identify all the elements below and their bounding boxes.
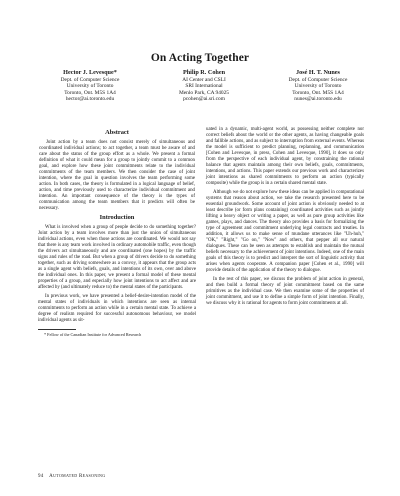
introduction-heading: Introduction bbox=[99, 214, 135, 222]
author-affiliation-line: Dept. of Computer Science bbox=[288, 76, 348, 83]
author-nunes bbox=[264, 70, 372, 103]
footnote-rule bbox=[38, 329, 76, 330]
running-head-text: Automated Reasoning bbox=[49, 474, 106, 479]
author-name: Hector J. Levesque* bbox=[63, 69, 117, 76]
author-affiliation-line: Dept. of Computer Science bbox=[60, 76, 120, 83]
left-column bbox=[38, 127, 196, 337]
running-footer bbox=[38, 473, 105, 479]
abstract-heading: Abstract bbox=[105, 129, 129, 136]
author-email: nunes@ai.toronto.edu bbox=[294, 96, 342, 103]
author-address-line: Toronto, Ont. M5S 1A4 bbox=[292, 89, 344, 96]
author-affiliation-line: AI Center and CSLI bbox=[182, 76, 226, 83]
body-paragraph: Although we do not explore how these ideas can be applied in computational systems that reason about action, we take the research presented here to be essential groundwork. Some account of joint action is obviously needed to at least describe (or form plans containing) coordinated activities such as jointly lifting a heavy object or writing a paper, as well as pure group activities like games, plays, and dances. The theory also provides a basis for formalizing the type of agreement and commitment underlying legal contracts and treaties. In addition, it allows us to make sense of mundane utterances like "Uh-huh," "OK," "Right," "Go on," "Now" and others, that pepper all our natural dialogues. These can be seen as attempts to establish and maintain the mutual beliefs necessary to the achievement of joint intentions. Indeed, one of the main goals of this theory is to predict and interpret the sort of linguistic activity that arises when agents cooperate. A companion paper [Cohen et al., 1990] will provide details of the application of the theory to dialogue. bbox=[206, 190, 364, 274]
page-number: 94 bbox=[38, 474, 44, 479]
author-block bbox=[36, 70, 372, 103]
author-name: José H. T. Nunes bbox=[296, 69, 340, 76]
paper-title: On Acting Together bbox=[150, 52, 250, 64]
author-levesque bbox=[36, 70, 144, 103]
right-column bbox=[206, 127, 364, 310]
body-paragraph: What is involved when a group of people decide to do something together? Joint action by a team involves more than just the union of simultaneous individual actions, even when those actions are coordinated. We would not say that there is any team work involved in ordinary automobile traffic, even though the drivers act simultaneously and are coordinated (one hopes) by the traffic signs and rules of the road. But when a group of drivers decide to do something together, such as driving somewhere as a convoy, it appears that the group acts as a single agent with beliefs, goals, and intentions of its own, over and above the individual ones. In this paper, we present a formal model of these mental properties of a group, and especially how joint intentions to act affect and are affected by (and ultimately reduce to) the mental states of the participants. bbox=[38, 225, 196, 291]
author-email: hector@ai.toronto.edu bbox=[65, 96, 115, 103]
abstract-text: Joint action by a team does not consist merely of simultaneous and coordinated individual actions; to act together, a team must be aware of and care about the status of the group effort as a whole. We present a formal definition of what it could mean for a group to jointly commit to a common goal, and explore how these joint commitments relate to the individual commitments of the team members. We then consider the case of joint intention, where the goal in question involves the team performing some action. In both cases, the theory is formulated in a logical language of belief, action, and time previously used to characterize individual commitment and intention. An important consequence of the theory is the types of communication among the team members that it predicts will often be necessary. bbox=[39, 140, 195, 212]
author-name: Philip R. Cohen bbox=[182, 69, 226, 76]
body-paragraph: In the rest of this paper, we discuss the problem of joint action in general, and then build a formal theory of joint commitment based on the same primitives as the individual case. We then examine some of the properties of joint commitment, and use it to define a simple form of joint intention. Finally, we discuss why it is rational for agents to form joint commitments at all. bbox=[206, 277, 364, 307]
body-paragraph: uated in a dynamic, multi-agent world, as possessing neither complete nor correct beliefs about the world or the other agents, as having changeable goals and fallible actions, and as subject to interruption from external events. Whereas the model is sufficient to predict planning, replanning, and communication [Cohen and Levesque, in press, Cohen and Levesque, 1990], it does so only from the perspective of each individual agent, by constraining the rational balance that agents maintain among their own beliefs, goals, commitments, intentions, and actions. This paper extends our previous work and characterizes joint intentions as shared commitments to perform an action (typically composite) while the group is in a certain shared mental state. bbox=[206, 127, 364, 187]
author-affiliation-line: University of Toronto bbox=[294, 83, 342, 90]
footnote: * Fellow of the Canadian Institute for Advanced Research bbox=[44, 332, 142, 338]
author-affiliation-line: University of Toronto bbox=[66, 83, 114, 90]
author-affiliation-line: SRI International bbox=[185, 83, 223, 90]
author-address-line: Menlo Park, CA 94025 bbox=[178, 89, 229, 96]
author-cohen bbox=[150, 70, 258, 103]
author-address-line: Toronto, Ont. M5S 1A4 bbox=[64, 89, 116, 96]
author-email: pcohen@ai.sri.com bbox=[183, 96, 225, 103]
body-paragraph: In previous work, we have presented a belief-desire-intention model of the mental states of individuals in which intentions are seen as internal commitments to perform an action while in a certain mental state. To achieve a degree of realism required for successful autonomous behaviour, we model individual agents as sit- bbox=[38, 294, 196, 324]
